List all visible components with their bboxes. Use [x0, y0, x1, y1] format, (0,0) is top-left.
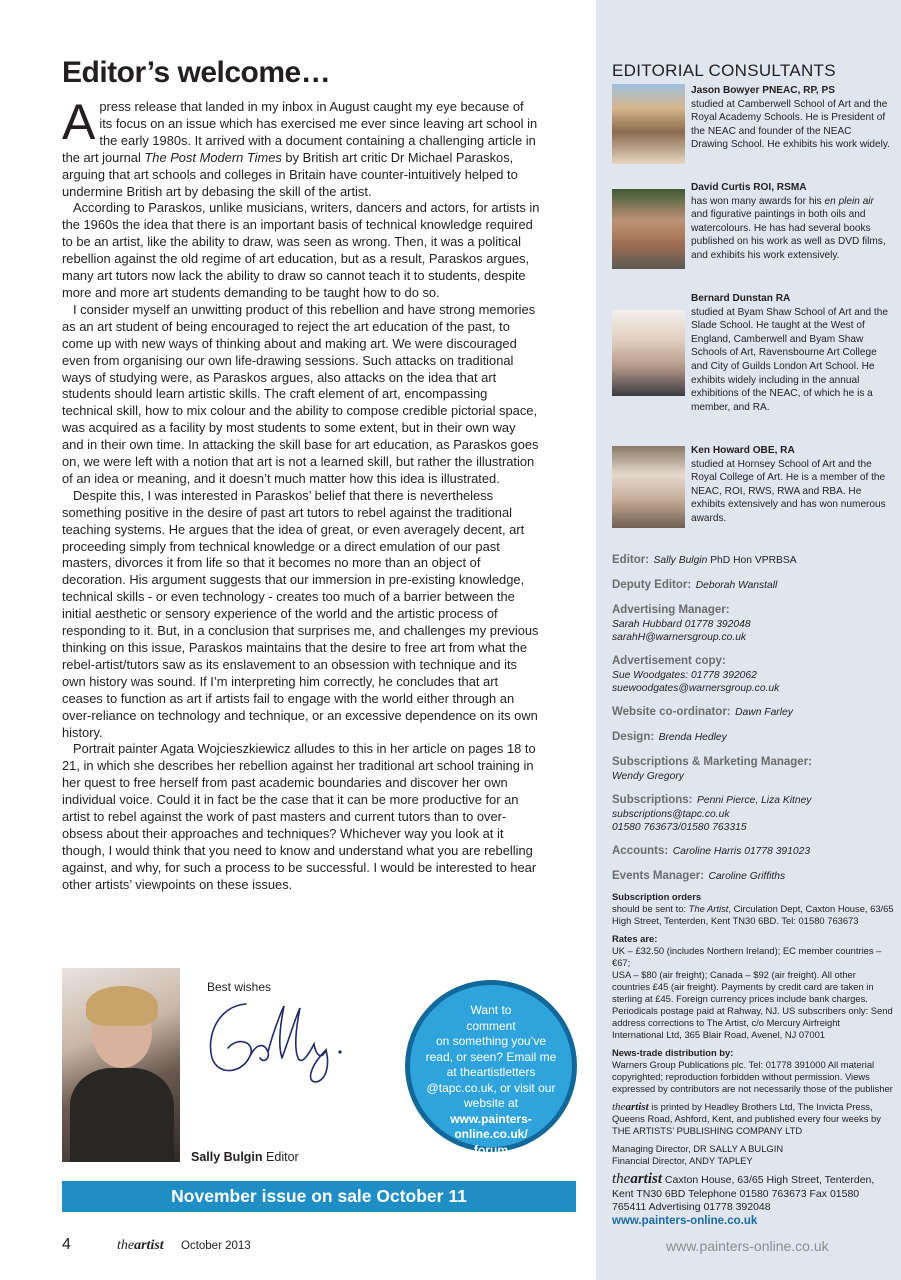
editor-name: Sally Bulgin: [191, 1150, 263, 1164]
consultant-bio: studied at Hornsey School of Art and the Royal College of Art. He is a member of the NEAC, ROI, RWS, RWA and RBA. He exhibits extensively and has won numerous awards.: [691, 458, 886, 524]
journal-title: The Post Modern Times: [144, 149, 282, 165]
publisher-address: theartist Caxton House, 63/65 High Street, Tenterden, Kent TN30 6BD Telephone 01580 763673 Fax 01580 765411 Advertising 01778 392048 www.painters-online.co.uk: [612, 1171, 875, 1227]
consultant-bio: studied at Byam Shaw School of Art and the Slade School. He taught at the West of England, Camberwell and Byam Shaw Schools of Art, Ravensbourne Art College and City of Guilds London Art School. He exhibits widely including in the annual exhibitions of the NEAC, of which he is a member, and RA.: [691, 306, 888, 413]
website-link[interactable]: www.painters-online.co.uk: [612, 1214, 758, 1227]
consultant-bio: studied at Camberwell School of Art and the Royal Academy Schools. He is President of the NEAC and founder of the NEAC Drawing School. He exhibits his work widely.: [691, 98, 890, 151]
consultant-photo: [612, 446, 685, 528]
consultant-item: [612, 292, 892, 442]
forum-link[interactable]: www.painters-: [450, 1111, 532, 1126]
consultant-photo: [612, 84, 685, 164]
paragraph-1: Apress release that landed in my inbox in August caught my eye because of its focus on an issue which has exercised me ever since leaving art school in the early 1980s. It arrived with a document containing a challenging article in the art journal The Post Modern Times by British art critic Dr Michael Paraskos, arguing that art schools and colleges in Britain have counter-intuitively helped to undermine British art by debasing the skill of the artist.: [62, 94, 538, 199]
consultant-photo: [612, 189, 685, 269]
distribution-info: News-trade distribution by: Warners Group Publications plc. Tel: 01778 391000 All material copyrighted; reproduction forbidden without permission. Views expressed by contributors are not necessarily those of the publisher: [612, 1047, 893, 1094]
magazine-logo: theartist: [612, 1101, 649, 1113]
consultant-photo: [612, 310, 685, 396]
consultant-name: Ken Howard OBE, RA: [691, 445, 795, 456]
consultant-name: Bernard Dunstan RA: [691, 293, 791, 304]
consultant-name: David Curtis ROI, RSMA: [691, 182, 807, 193]
consultant-name: Jason Bowyer PNEAC, RP, PS: [691, 85, 835, 96]
best-wishes-text: Best wishes: [207, 980, 272, 994]
magazine-logo: theartist: [612, 1171, 663, 1187]
article-body: [62, 94, 540, 894]
next-issue-banner: November issue on sale October 11: [62, 1181, 576, 1212]
editor-signoff: [191, 1150, 299, 1164]
drop-cap: A: [62, 94, 96, 150]
consultant-item: David Curtis ROI, RSMA has won many awards for his en plein air and figurative paintings in both oils and watercolours. He has had several books published on his work as well as DVD films, and exhibits his work extensively.: [612, 181, 892, 291]
subscription-rates: Rates are: UK – £32.50 (includes Northern Ireland); EC member countries – €67; USA – $80 (air freight); Canada – $92 (air freight). All other countries £45 (air freight). Payments by credit card are taken in sterling at £45. Foreign currency prices include bank charges. Periodicals postage paid at Rahway, NJ. US subscribers only: Send address corrections to The Artist, c/o Mercury Airfreight International Ltd, 365 Blair Road, Avenel, NJ 07001: [612, 933, 893, 1040]
issue-date: October 2013: [181, 1240, 251, 1252]
consultants-heading: EDITORIAL CONSULTANTS: [612, 61, 836, 80]
comment-bubble[interactable]: Want to comment on something you’ve read, or seen? Email me at theartistletters @tapc.co.uk, or visit our website at www.painters- online.co.uk/ forum: [405, 980, 577, 1152]
editor-photo: [62, 968, 180, 1162]
printer-info: theartist is printed by Headley Brothers Ltd, The Invicta Press, Queens Road, Ashford, Kent, and published every four weeks by THE ARTISTS’ PUBLISHING COMPANY LTD: [612, 1101, 881, 1136]
directors: Managing Director, DR SALLY A BULGIN Financial Director, ANDY TAPLEY: [612, 1143, 784, 1166]
paragraph-5: Portrait painter Agata Wojcieszkiewicz alludes to this in her article on pages 18 to 21, in which she describes her rebellion against her traditional art school training in her quest to free herself from past academic boundaries and discover her own individual voice. Could it in fact be the case that it can be more productive for an artist to rebel against the work of past masters and current tutors than to over-obsess about their approaches and techniques? Whichever way you look at it though, I would think that you need to know and understand what you are rebelling against, and why, for such a process to be successful. I would be interested to hear other artists’ viewpoints on these issues.: [62, 741, 537, 892]
paragraph-3: I consider myself an unwitting product of this rebellion and have strong memories as an art student of being encouraged to reject the art education of the past, to come up with new ways of thinking about and making art. We were discouraged even from organising our own life-drawing sessions. Such attacks on traditional ways of studying were, as Paraskos argues, also attacks on the idea that art students should learn artistic skills. The craft element of art, encompassing technical skill, how to mix colour and the ability to compose credible pictorial space, was acquired as a facility by most students to some extent, but in their own way and in their own time. In attacking the skill base for art education, as Paraskos goes on, we were left with a notion that art is not a learned skill, but rather the illustration of an idea or meaning, and it doesn’t much matter how this idea is illustrated.: [62, 301, 539, 486]
page-title: Editor’s welcome…: [62, 56, 331, 89]
signature-graphic: [198, 996, 373, 1086]
editor-role: Editor: [266, 1150, 299, 1164]
magazine-logo: theartist: [117, 1238, 164, 1253]
paragraph-4: Despite this, I was interested in Paraskos’ belief that there is nevertheless something positive in the desire of past art tutors to rebel against the traditional teaching systems. He argues that the idea of great, or even averagely decent, art proceeding simply from technical knowledge or a direct emulation of our past masters, divorces it from life so that it becomes no more than an object of decoration. His argument suggests that our immersion in pre-existing knowledge, technical skills - or even technology - creates too much of a barrier between the initial aesthetic or sensory experience of the world and the artistic process of responding to it. But, in a conclusion that surprises me, and challenges my previous thinking on this issue, Paraskos maintains that the desire to free art from what the rebel-artist/tutors saw as its enslavement to an obsession with technique and its own history was sound. If I’m interpreting him correctly, he concludes that art ceases to function as art if artists fail to engage with the world either through an over-reliance on technology and technique, or an excessive dependence on its own history.: [62, 487, 539, 740]
footer-website-link[interactable]: www.painters-online.co.uk: [666, 1238, 829, 1254]
page-number: 4: [62, 1236, 71, 1253]
paragraph-2: According to Paraskos, unlike musicians, writers, dancers and actors, for artists in the 1960s the idea that there is an important basis of technical knowledge required to be an artist, like the ability to draw, was seen as wrong. Then, it was a political rebellion against the old regime of art education, but as a result, Paraskos argues, many art tutors now lack the ability to draw so cannot teach it to students, despite more and more art students demanding to be taught how to do so.: [62, 200, 540, 300]
consultant-item: [612, 444, 892, 544]
subscription-orders: Subscription orders should be sent to: The Artist, Circulation Dept, Caxton House, 63/65 High Street, Tenterden, Kent TN30 6BD. Tel: 01580 763673: [612, 891, 894, 926]
staff-credits: Editor: Sally Bulgin PhD Hon VPRBSA Deputy Editor: Deborah Wanstall Advertising Manager: Sarah Hubbard 01778 392048 sarahH@warnersgroup.co.uk Advertisement copy: Sue Woodgates: 01778 392062 suewoodgates@warnersgroup.co.uk Website co-ordinator: Dawn Farley Design: Brenda Hedley Subscriptions & Marketing Manager: Wendy Gregory Subscriptions: Penni Pierce, Liza Kitney subscriptions@tapc.co.uk 01580 763673/01580 763315 Accounts: Caroline Harris 01778 391023 Events Manager: Caroline Griffiths Subscription orders should be sent to: The Artist, Circulation Dept, Caxton House, 63/65 High Street, Tenterden, Kent TN30 6BD. Tel: 01580 763673 Rates are: UK – £32.50 (includes Northern Ireland); EC member countries – €67; USA – $80 (air freight); Canada – $92 (air freight). All other countries £45 (air freight). Payments by credit card are taken in sterling at £45. Foreign currency prices include bank charges. Periodicals postage paid at Rahway, NJ. US subscribers only: Send address corrections to The Artist, c/o Mercury Airfreight International Ltd, 365 Blair Road, Avenel, NJ 07001 News-trade distribution by: Warners Group Publications plc. Tel: 01778 391000 All material copyrighted; reproduction forbidden without permission. Views expressed by contributors are not necessarily those of the publisher theartist is printed by Headley Brothers Ltd, The Invicta Press, Queens Road, Ashford, Kent, and published every four weeks by THE ARTISTS’ PUBLISHING COMPANY LTD Managing Director, DR SALLY A BULGIN Financial Director, ANDY TAPLEY theartist Caxton House, 63/65 High Street, Tenterden, Kent TN30 6BD Telephone 01580 763673 Fax 01580 765411 Advertising 01778 392048 www.painters-online.co.uk: [612, 554, 894, 1227]
consultant-item: [612, 84, 892, 184]
signature: [198, 996, 373, 1086]
